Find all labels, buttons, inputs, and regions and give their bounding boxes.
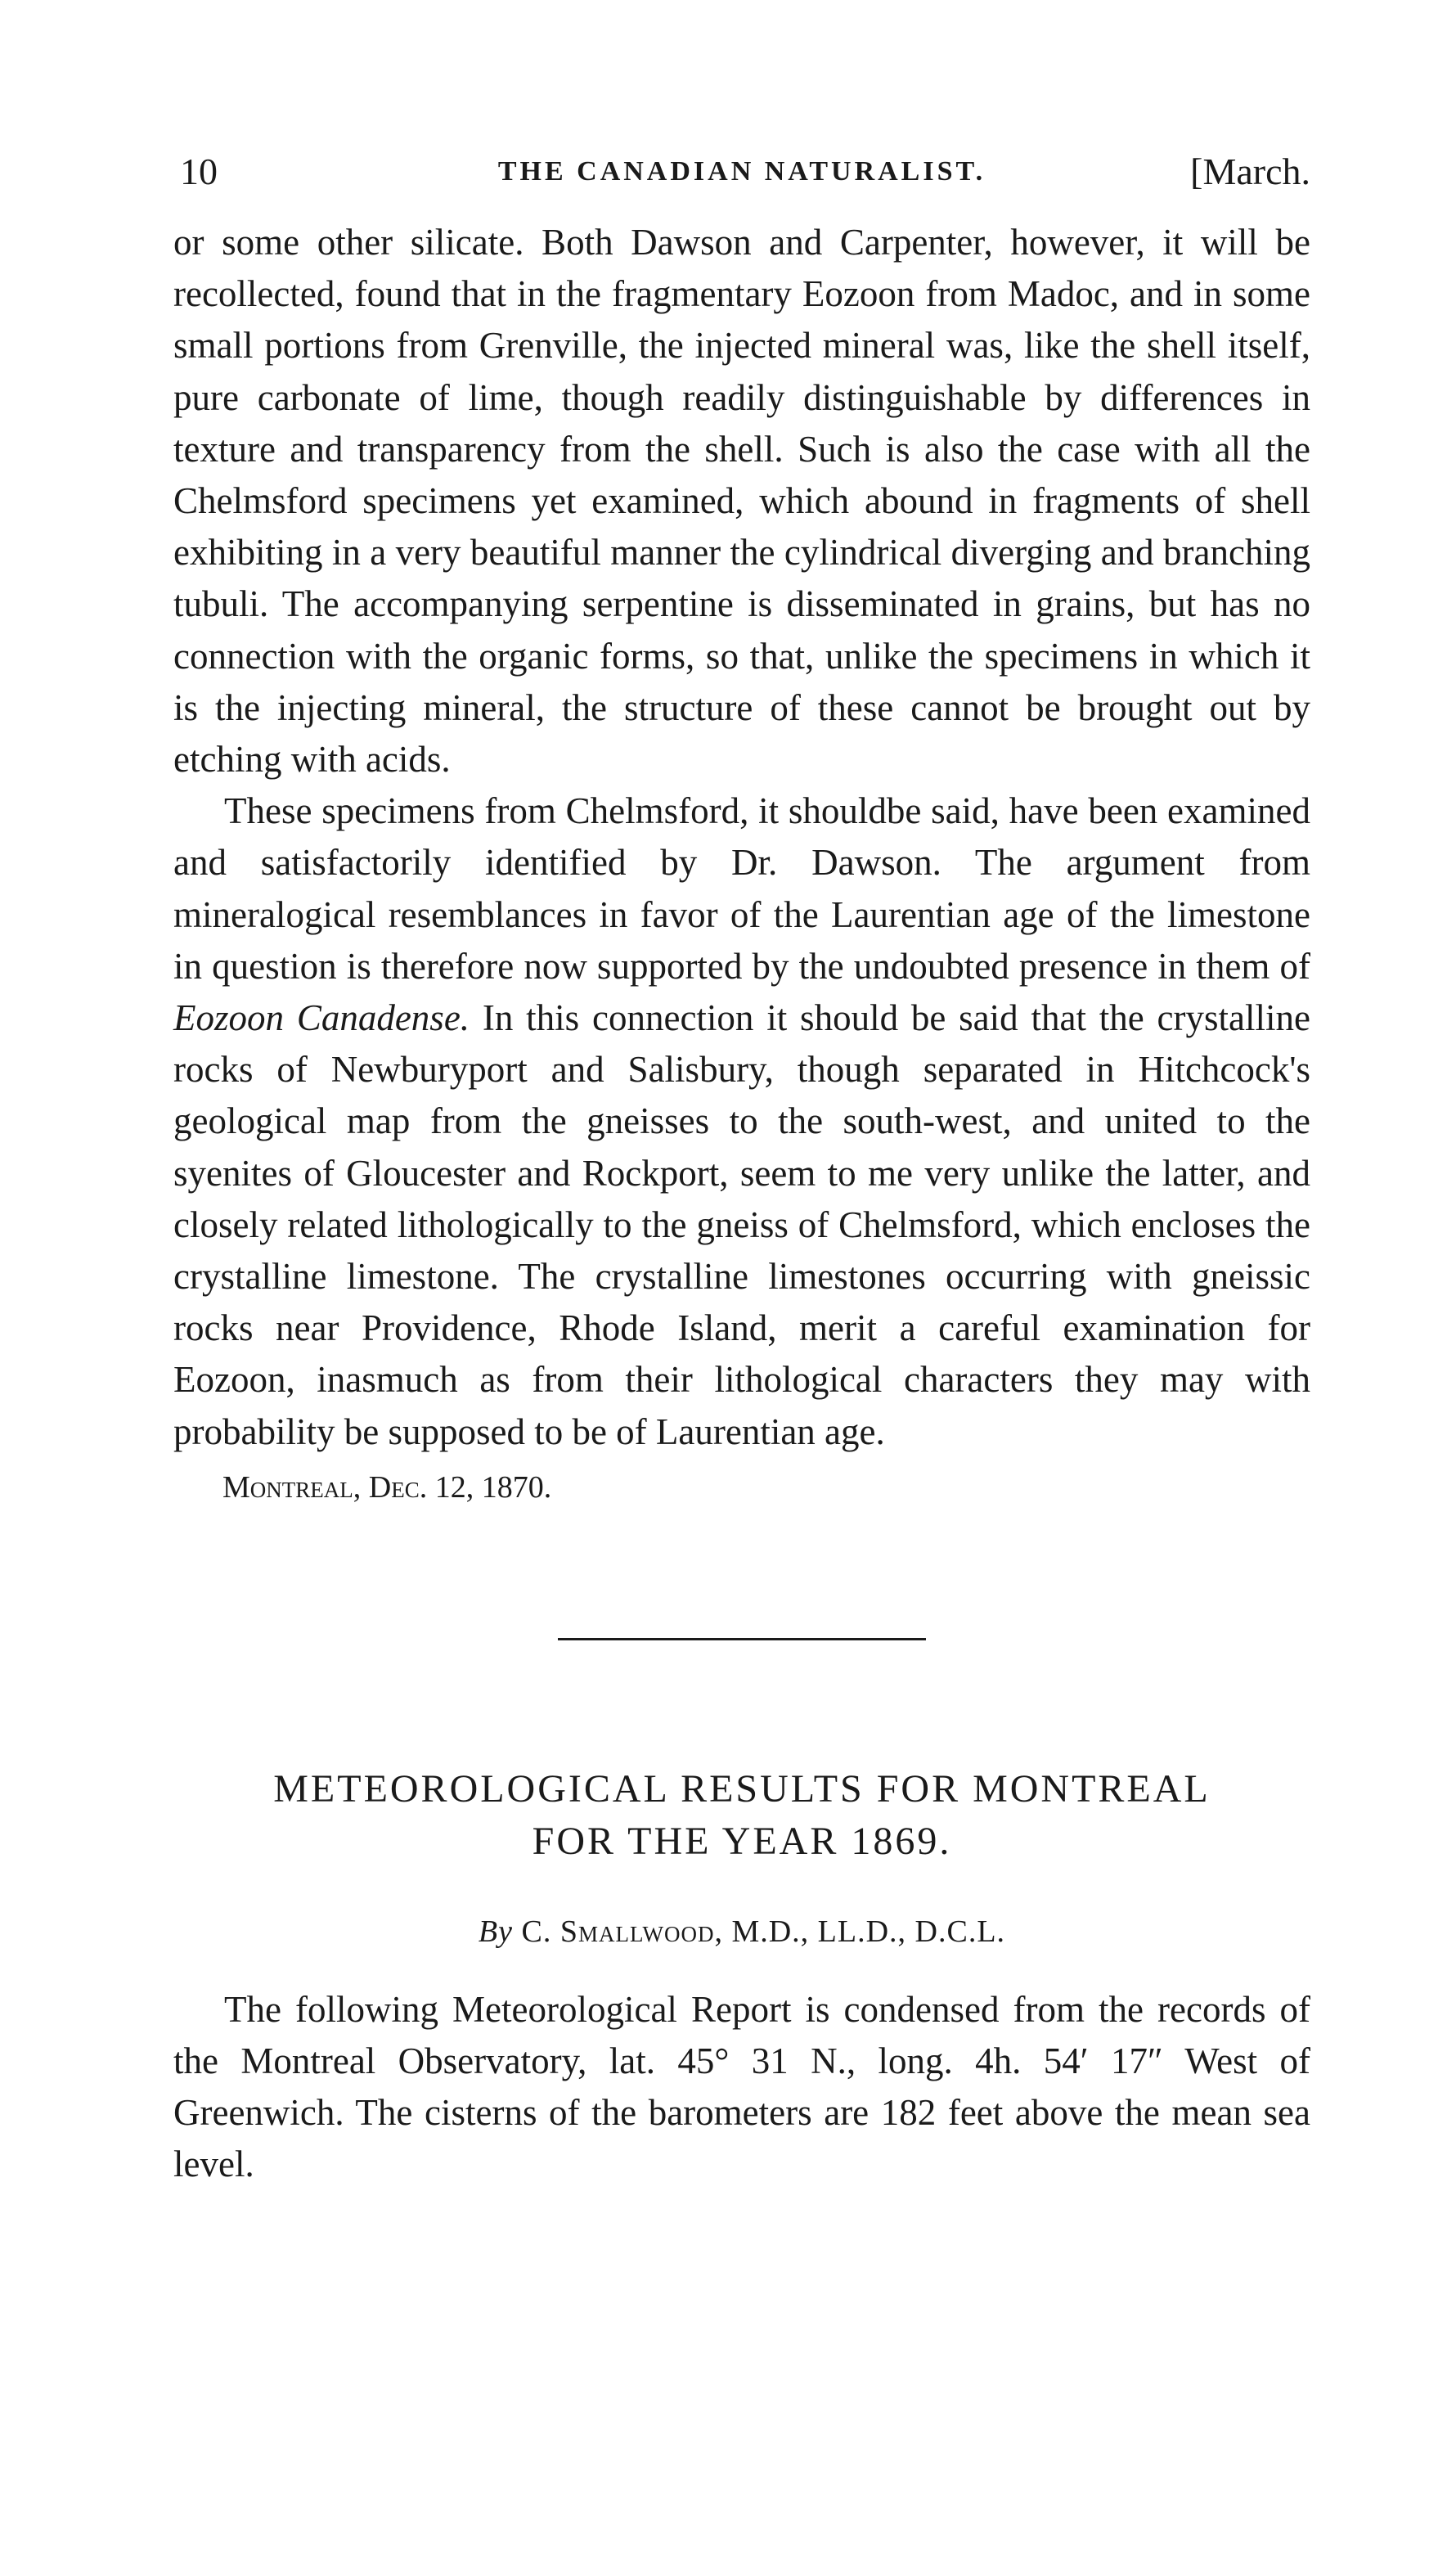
article-intro — [173, 1984, 1310, 2191]
section-divider — [558, 1638, 926, 1640]
continued-article — [173, 217, 1310, 1512]
issue-label: [March. — [1190, 151, 1310, 192]
article-title-line-2: FOR THE YEAR 1869. — [532, 1819, 952, 1863]
paragraph-chelmsford — [173, 785, 1310, 1458]
paragraph-text-after: In this connection it should be said that the crystalline rocks of Newburyport and Salisbury, though separated in Hitchcock's geological map from the gneisses to the south-west, and united to the syenites of Gloucester and Rockport, seem to me very unlike the latter, and closely related lithologically to the gneiss of Chelmsford, which encloses the crystalline limestone. The crystalline limestones occurring with gneissic rocks near Providence, Rhode Island, merit a careful examination for Eozoon, inasmuch as from their lithological characters they may with probability be supposed to be of Laurentian age. — [173, 997, 1310, 1452]
dateline: Montreal, Dec. 12, 1870. — [222, 1469, 552, 1505]
byline-author: C. Smallwood — [521, 1914, 715, 1949]
running-head — [173, 143, 1310, 200]
page — [173, 143, 1310, 2191]
byline-prefix: By — [478, 1914, 513, 1949]
species-name: Eozoon Canadense. — [173, 997, 470, 1039]
journal-title: THE CANADIAN NATURALIST. — [497, 156, 986, 187]
intro-paragraph: The following Meteorological Report is condensed from the records of the Montreal Observatory, lat. 45° 31 N., long. 4h. 54′ 17″ West of Greenwich. The cisterns of the barometers are 182 feet above the mean sea level. — [173, 1988, 1310, 2185]
byline-degrees: , M.D., LL.D., D.C.L. — [714, 1914, 1006, 1949]
article-title-line-1: METEOROLOGICAL RESULTS FOR MONTREAL — [273, 1766, 1211, 1811]
paragraph-text-before: These specimens from Chelmsford, it shouldbe said, have been examined and satisfactorily identified by Dr. Dawson. The argument from mineralogical resemblances in favor of the Laurentian age of the limestone in question is therefore now supported by the undoubted presence in them of — [173, 790, 1310, 987]
paragraph-continued: or some other silicate. Both Dawson and Carpenter, however, it will be recollected, found that in the fragmentary Eozoon from Madoc, and in some small portions from Grenville, the injected mineral was, like the shell itself, pure carbonate of lime, though readily distinguishable by differences in texture and transparency from the shell. Such is also the case with all the Chelmsford specimens yet examined, which abound in fragments of shell exhibiting in a very beautiful manner the cylindrical diverging and branching tubuli. The accompanying serpentine is disseminated in grains, but has no connection with the organic forms, so that, unlike the specimens in which it is the injecting mineral, the structure of these cannot be brought out by etching with acids. — [173, 222, 1310, 781]
article-title — [173, 1763, 1310, 1868]
page-number: 10 — [180, 151, 218, 192]
byline — [173, 1909, 1310, 1955]
